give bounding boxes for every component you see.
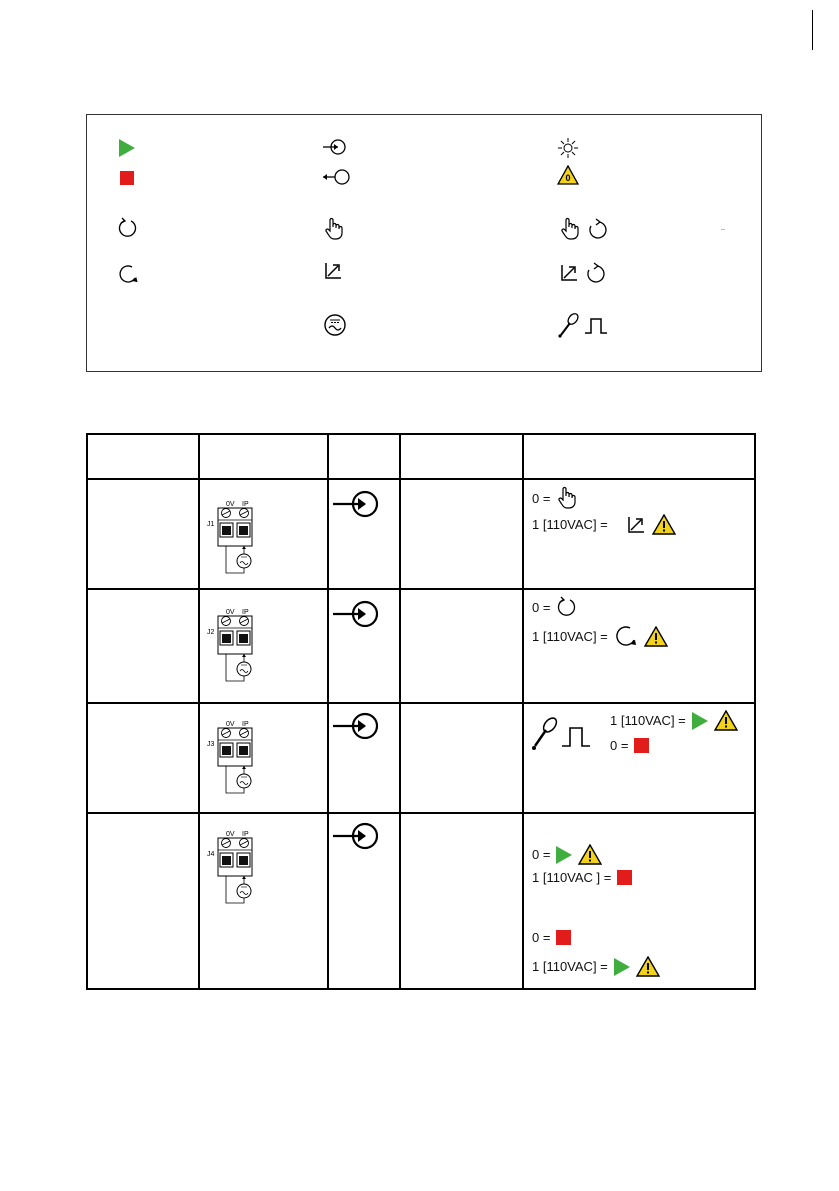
warning-icon <box>557 165 579 185</box>
symbol-legend <box>86 114 762 372</box>
input-icon <box>331 598 381 630</box>
light-icon <box>557 137 579 159</box>
warning-icon <box>644 626 668 647</box>
table-header-row <box>87 434 755 479</box>
auto-arrow-icon <box>323 261 343 281</box>
svg-text:J4: J4 <box>207 851 215 858</box>
auto-rotate-icon <box>559 261 609 285</box>
warning-icon <box>652 514 676 535</box>
svg-text:IP: IP <box>242 721 249 728</box>
warning-icon <box>636 956 660 977</box>
state-one-label: 1 [110VAC] = <box>610 713 686 728</box>
description-cell <box>400 703 523 813</box>
table-row <box>87 703 755 813</box>
state-one <box>532 624 668 648</box>
state-zero <box>532 596 578 618</box>
state-cell <box>523 479 755 589</box>
state-zero <box>532 844 602 865</box>
rotate-cw-icon <box>614 624 638 648</box>
manual-hand-icon <box>556 486 578 510</box>
direction-cell <box>328 703 400 813</box>
description-cell <box>400 479 523 589</box>
stop-icon <box>120 171 134 185</box>
svg-text:J1: J1 <box>207 521 215 528</box>
table-row <box>87 813 755 989</box>
state-cell <box>523 589 755 703</box>
state-one-alt <box>532 956 660 977</box>
state-zero-label: 0 = <box>610 738 629 753</box>
manual-hand-icon <box>323 217 345 241</box>
state-zero <box>532 486 578 510</box>
state-cell <box>523 813 755 989</box>
state-zero-label: 0 = <box>532 599 551 615</box>
ac-source-icon <box>323 313 347 337</box>
header-cell <box>199 434 328 479</box>
terminal-cell <box>199 589 328 703</box>
input-icon <box>331 820 381 852</box>
svg-text:0V: 0V <box>226 831 235 838</box>
input-icon <box>331 488 381 520</box>
state-one <box>532 514 676 535</box>
svg-text:IP: IP <box>242 501 249 508</box>
input-icon <box>321 137 349 157</box>
table-row <box>87 479 755 589</box>
svg-text:0V: 0V <box>226 501 235 508</box>
svg-text:IP: IP <box>242 831 249 838</box>
description-cell <box>400 813 523 989</box>
probe-pulse-icon <box>530 714 592 754</box>
stop-icon <box>556 930 571 945</box>
rotate-ccw-icon <box>117 217 139 239</box>
svg-text:0: 0 <box>565 173 571 183</box>
name-cell <box>87 479 199 589</box>
start-icon <box>119 139 135 157</box>
header-cell <box>87 434 199 479</box>
state-zero-label: 0 = <box>532 847 551 862</box>
state-one-label: 1 [110VAC] = <box>532 628 608 644</box>
name-cell <box>87 813 199 989</box>
page-edge-mark <box>812 10 813 50</box>
direction-cell <box>328 589 400 703</box>
probe-pulse-icon <box>557 311 613 339</box>
io-table <box>86 433 756 990</box>
terminal-diagram <box>205 498 265 580</box>
terminal-diagram <box>205 828 265 910</box>
state-one <box>532 870 632 885</box>
terminal-cell <box>199 479 328 589</box>
state-zero-label: 0 = <box>532 930 551 945</box>
header-cell <box>523 434 755 479</box>
terminal-diagram <box>205 718 265 800</box>
state-one-label: 1 [110VAC] = <box>532 517 608 532</box>
warning-icon <box>714 710 738 731</box>
table-row <box>87 589 755 703</box>
rotate-ccw-icon <box>556 596 578 618</box>
state-zero-alt <box>532 930 571 945</box>
start-icon <box>692 712 708 730</box>
header-cell <box>328 434 400 479</box>
state-zero <box>610 738 649 753</box>
stop-icon <box>634 738 649 753</box>
rotate-cw-icon <box>117 263 139 285</box>
output-icon <box>321 167 351 187</box>
header-cell <box>400 434 523 479</box>
state-cell <box>523 703 755 813</box>
state-one-label: 1 [110VAC ] = <box>532 870 612 885</box>
start-icon <box>614 958 630 976</box>
name-cell <box>87 589 199 703</box>
input-icon <box>331 710 381 742</box>
warning-icon <box>578 844 602 865</box>
svg-text:0V: 0V <box>226 721 235 728</box>
svg-text:J3: J3 <box>207 741 215 748</box>
start-icon <box>556 846 572 864</box>
auto-arrow-icon <box>626 515 646 535</box>
terminal-cell <box>199 813 328 989</box>
stop-icon <box>617 870 632 885</box>
svg-text:0V: 0V <box>226 609 235 616</box>
state-zero-label: 0 = <box>532 490 551 506</box>
terminal-diagram <box>205 606 265 688</box>
direction-cell <box>328 479 400 589</box>
stray-mark <box>721 229 725 230</box>
hand-rotate-icon <box>559 217 609 241</box>
state-one <box>610 710 738 731</box>
svg-text:IP: IP <box>242 609 249 616</box>
name-cell <box>87 703 199 813</box>
description-cell <box>400 589 523 703</box>
direction-cell <box>328 813 400 989</box>
state-one-label: 1 [110VAC] = <box>532 959 608 974</box>
terminal-cell <box>199 703 328 813</box>
svg-text:J2: J2 <box>207 629 215 636</box>
